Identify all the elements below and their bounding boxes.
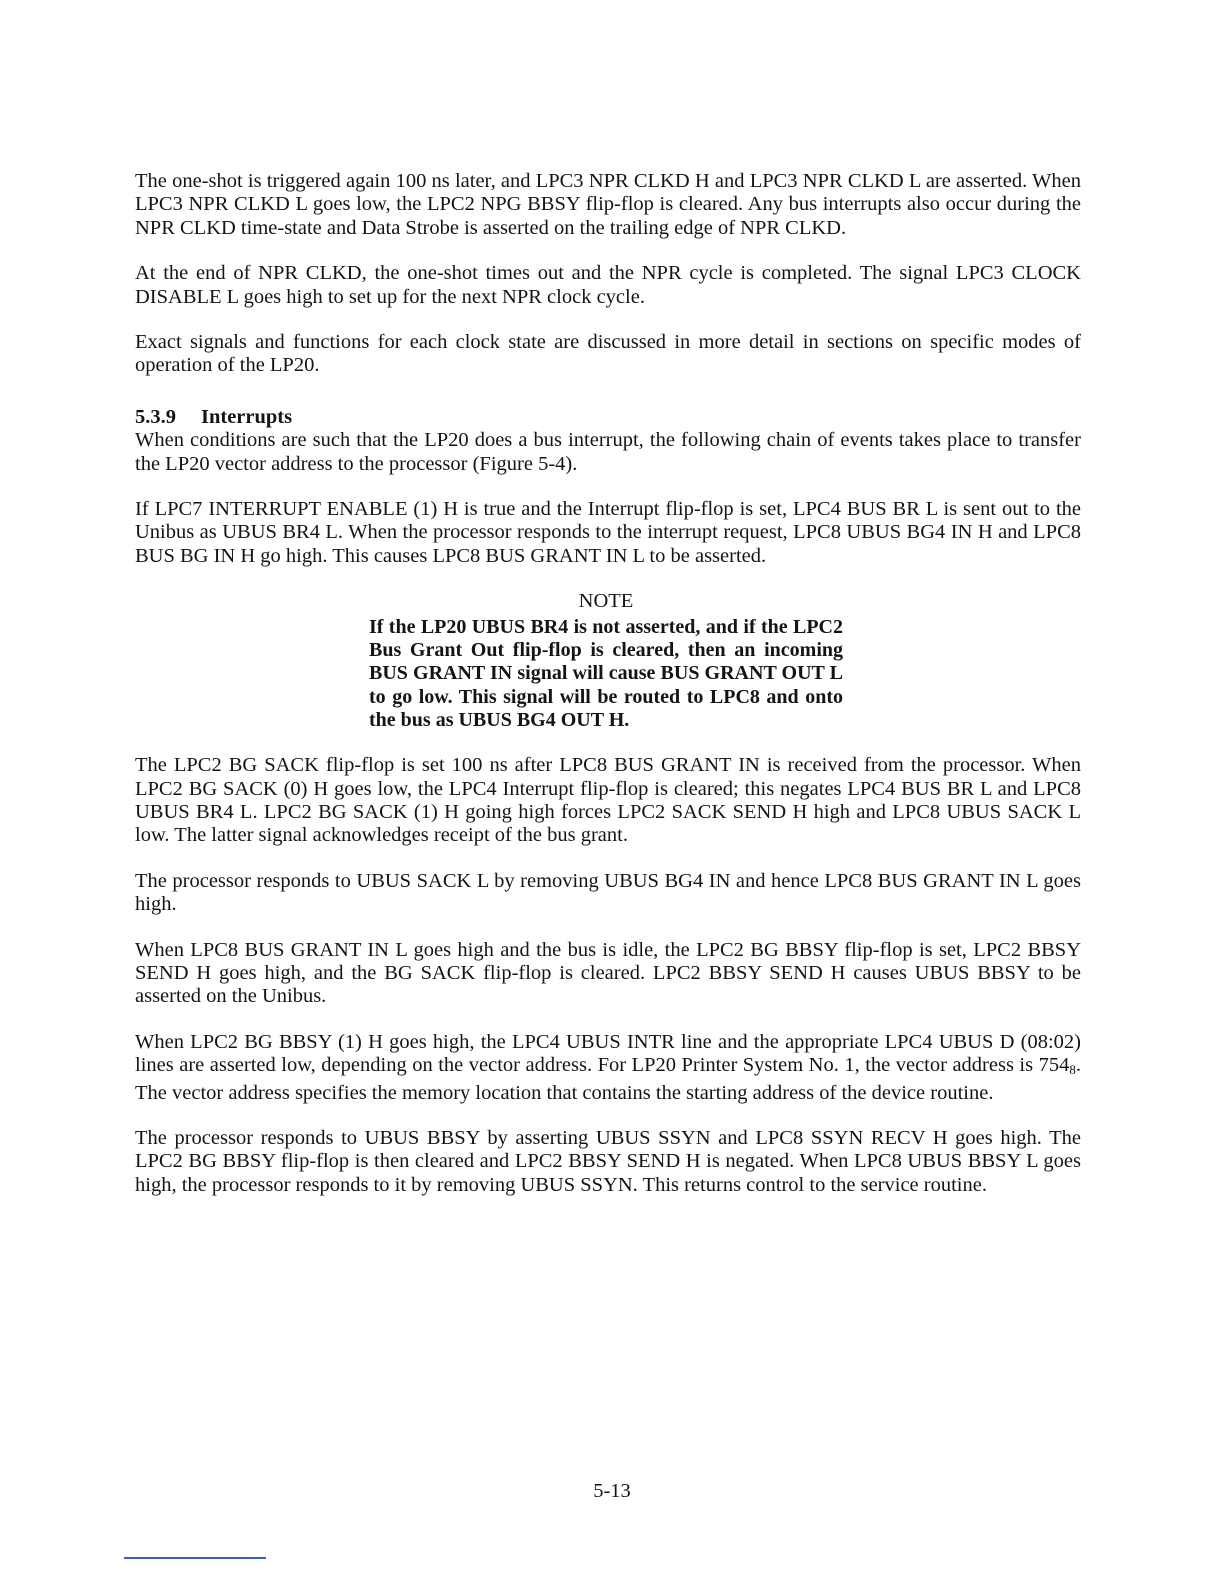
document-page [135, 170, 1081, 1219]
paragraph-bg-sack: The LPC2 BG SACK flip-flop is set 100 ns after LPC8 BUS GRANT IN is received from the processor. When LPC2 BG SACK (0) H goes low, the LPC4 Interrupt flip-flop is cleared; this negates LPC4 BUS BR L and LPC8 UBUS BR4 L. LPC2 BG SACK (1) H going high forces LPC2 SACK SEND H high and LPC8 UBUS SACK L low. The latter signal acknowledges receipt of the bus grant. [135, 754, 1081, 847]
section-number: 5.3.9 [135, 405, 176, 428]
vector-text-before: When LPC2 BG BBSY (1) H goes high, the LPC4 UBUS INTR line and the appropriate LPC4 UBUS D (08:02) lines are asserted low, depending on the vector address. For LP20 Printer System No. 1, the vector address is 754 [135, 1030, 1081, 1077]
paragraph-interrupt-enable: If LPC7 INTERRUPT ENABLE (1) H is true and the Interrupt flip-flop is set, LPC4 BUS BR L is sent out to the Unibus as UBUS BR4 L. When the processor responds to the interrupt request, LPC8 UBUS BG4 IN H and LPC8 BUS BG IN H go high. This causes LPC8 BUS GRANT IN L to be asserted. [135, 498, 1081, 567]
paragraph-bg-bbsy: When LPC8 BUS GRANT IN L goes high and the bus is idle, the LPC2 BG BBSY flip-flop is set, LPC2 BBSY SEND H goes high, and the BG SACK flip-flop is cleared. LPC2 BBSY SEND H causes UBUS BBSY to be asserted on the Unibus. [135, 938, 1081, 1008]
note-block [369, 590, 843, 732]
paragraph-clock-states: Exact signals and functions for each clock state are discussed in more detail in sections on specific modes of operation of the LP20. [135, 331, 1081, 377]
section-heading [135, 406, 1081, 429]
paragraph-interrupt-intro: When conditions are such that the LP20 does a bus interrupt, the following chain of events takes place to transfer the LP20 vector address to the processor (Figure 5-4). [135, 429, 1081, 475]
paragraph-end-npr-clkd: At the end of NPR CLKD, the one-shot times out and the NPR cycle is completed. The signal LPC3 CLOCK DISABLE L goes high to set up for the next NPR clock cycle. [135, 262, 1081, 308]
section-title: Interrupts [201, 405, 293, 428]
octal-subscript: 8 [1069, 1062, 1076, 1078]
paragraph-npr-clkd: The one-shot is triggered again 100 ns later, and LPC3 NPR CLKD H and LPC3 NPR CLKD L are asserted. When LPC3 NPR CLKD L goes low, the LPC2 NPG BBSY flip-flop is cleared. Any bus interrupts also occur during the NPR CLKD time-state and Data Strobe is asserted on the trailing edge of NPR CLKD. [135, 170, 1081, 239]
paragraph-ubus-sack: The processor responds to UBUS SACK L by removing UBUS BG4 IN and hence LPC8 BUS GRANT IN L goes high. [135, 869, 1081, 916]
page-number: 5-13 [593, 1480, 631, 1502]
paragraph-vector-address [135, 1031, 1081, 1105]
note-body: If the LP20 UBUS BR4 is not asserted, and if the LPC2 Bus Grant Out flip-flop is cleared, then an incoming BUS GRANT IN signal will cause BUS GRANT OUT L to go low. This signal will be routed to LPC8 and onto the bus as UBUS BG4 OUT H. [369, 615, 843, 731]
scan-edge-line [124, 1557, 266, 1559]
vector-text-after: . The vector address specifies the memory location that contains the starting address of the device routine. [135, 1054, 1081, 1104]
paragraph-ssyn: The processor responds to UBUS BBSY by asserting UBUS SSYN and LPC8 SSYN RECV H goes high. The LPC2 BG BBSY flip-flop is then cleared and LPC2 BBSY SEND H is negated. When LPC8 UBUS BBSY L goes high, the processor responds to it by removing UBUS SSYN. This returns control to the service routine. [135, 1127, 1081, 1196]
note-title: NOTE [578, 590, 634, 613]
